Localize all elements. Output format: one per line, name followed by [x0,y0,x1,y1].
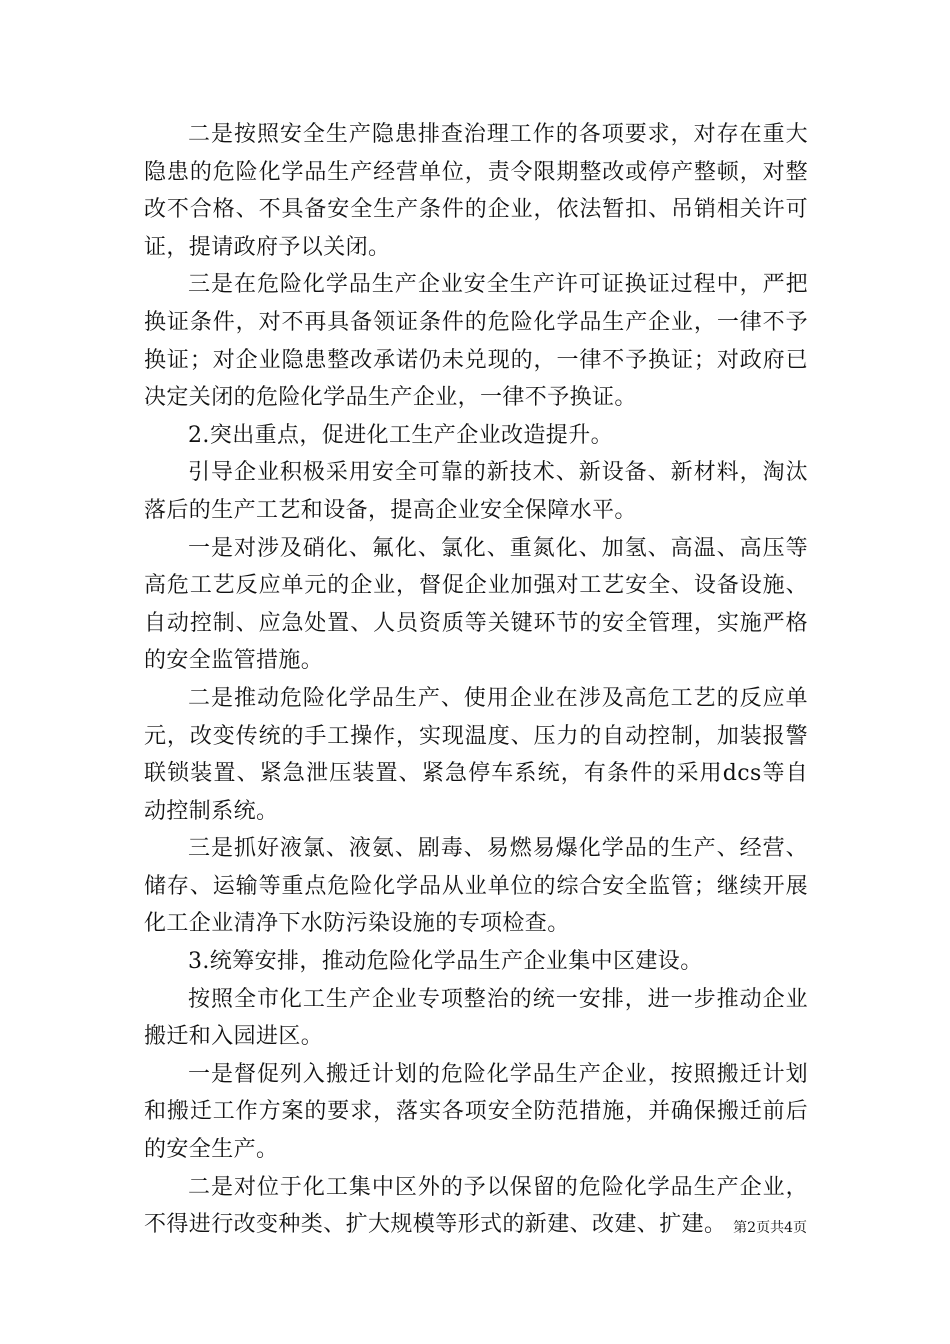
paragraph: 引导企业积极采用安全可靠的新技术、新设备、新材料，淘汰落后的生产工艺和设备，提高企业安全保障水平。 [144,460,808,523]
page-number-footer: 第2页共4页 [733,1220,807,1236]
paragraph: 一是督促列入搬迁计划的危险化学品生产企业，按照搬迁计划和搬迁工作方案的要求，落实各项安全防范措施，并确保搬迁前后的安全生产。 [144,1061,808,1163]
paragraph: 按照全市化工生产企业专项整治的统一安排，进一步推动企业搬迁和入园进区。 [144,986,808,1050]
paragraph: 一是对涉及硝化、氟化、氯化、重氮化、加氢、高温、高压等高危工艺反应单元的企业，督促企业加强对工艺安全、设备设施、自动控制、应急处置、人员资质等关键环节的安全管理，实施严格的安全监管措施。 [144,535,808,674]
paragraph: 二是对位于化工集中区外的予以保留的危险化学品生产企业，不得进行改变种类、扩大规模等形式的新建、改建、扩建。 [144,1174,808,1238]
paragraph: 二是推动危险化学品生产、使用企业在涉及高危工艺的反应单元，改变传统的手工操作，实现温度、压力的自动控制，加装报警联锁装置、紧急泄压装置、紧急停车系统，有条件的采用dcs等自动控制系统。 [144,685,808,824]
paragraph: 二是按照安全生产隐患排查治理工作的各项要求，对存在重大隐患的危险化学品生产经营单位，责令限期整改或停产整顿，对整改不合格、不具备安全生产条件的企业，依法暂扣、吊销相关许可证，提请政府予以关闭。 [144,122,808,260]
section-heading: 3.统筹安排，推动危险化学品生产企业集中区建设。 [188,949,703,975]
paragraph: 三是在危险化学品生产企业安全生产许可证换证过程中，严把换证条件，对不再具备领证条件的危险化学品生产企业，一律不予换证；对企业隐患整改承诺仍未兑现的，一律不予换证；对政府已决定关闭的危险化学品生产企业，一律不予换证。 [144,272,808,411]
paragraph: 三是抓好液氯、液氨、剧毒、易燃易爆化学品的生产、经营、储存、运输等重点危险化学品从业单位的综合安全监管；继续开展化工企业清净下水防污染设施的专项检查。 [144,836,808,937]
document-body [144,116,808,1244]
section-heading: 2.突出重点，促进化工生产企业改造提升。 [188,422,613,448]
